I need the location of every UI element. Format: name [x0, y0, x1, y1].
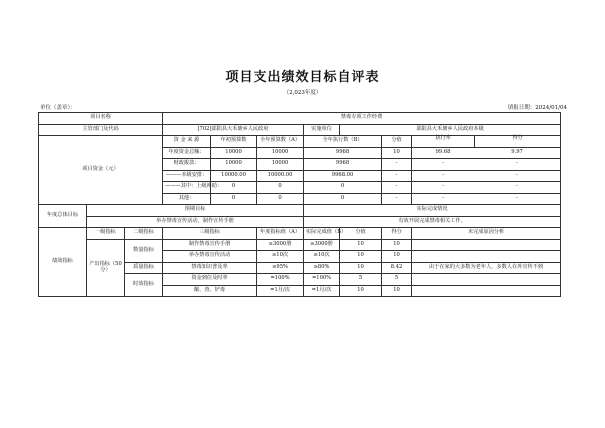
funds-source: ———本级安排：: [163, 170, 211, 182]
indicator-header-row: [39, 228, 561, 240]
funds-executed: 0: [304, 182, 382, 194]
indicator-weight: 10: [340, 239, 382, 251]
funds-header-rate-score: [412, 136, 561, 148]
funds-weight: -: [382, 182, 412, 194]
indicator-name: 举办禁毒宣传活动: [163, 251, 257, 263]
funds-score: -: [516, 183, 518, 190]
evaluation-table: [38, 112, 561, 297]
annual-goal-label: 年度总体目标: [39, 205, 87, 228]
indicator-header-level3: 三级指标: [163, 228, 257, 240]
funds-header-score-weight: 分值: [382, 136, 412, 148]
indicator-header-score: 得分: [382, 228, 412, 240]
annual-target-header: 预期目标: [87, 205, 304, 217]
indicator-target: =100%: [257, 274, 304, 286]
page-title: 项目支出绩效目标自评表: [225, 70, 380, 85]
funds-initial: 0: [211, 193, 257, 205]
indicator-target: ≥95%: [257, 262, 304, 274]
indicator-header-actual: 实际完成值（B）: [304, 228, 340, 240]
indicator-reason: [412, 239, 561, 251]
indicator-reason: [412, 274, 561, 286]
funds-annual: 0: [257, 182, 304, 194]
funds-source: 财政拨款：: [163, 159, 211, 171]
funds-score: 9.97: [511, 148, 523, 155]
fill-date: 填报日期：2024/01/04: [507, 105, 567, 111]
funds-rate: -: [442, 171, 444, 178]
indicator-actual: ≥80%: [304, 262, 340, 274]
indicator-header-weight: 分值: [340, 228, 382, 240]
project-name-row: [39, 113, 561, 125]
funds-header-row: [39, 136, 561, 148]
funds-header-rate: 执行率: [412, 136, 475, 147]
indicator-header-reason: 未完成原因分析: [412, 228, 561, 240]
indicator-header-level1: 一级指标: [87, 228, 125, 240]
annual-actual: 有效开展完成禁毒相关工作。: [304, 216, 561, 228]
report-year: （2,023年度）: [283, 90, 322, 96]
funds-rate: 99.68: [435, 148, 451, 155]
project-name-label: 项目名称: [39, 113, 163, 125]
funds-initial: 0: [211, 182, 257, 194]
indicator-header-target: 年度指标值（A）: [257, 228, 304, 240]
annual-goal-row: [39, 216, 561, 228]
indicator-weight: 10: [340, 251, 382, 263]
funds-header-initial: 年初预算数: [211, 136, 257, 148]
department-row: [39, 124, 561, 136]
indicator-header-level2: 二级指标: [125, 228, 163, 240]
dept-value: [702]邵阳县大禾塘乡人民政府: [163, 124, 304, 136]
funds-executed: 9968.00: [304, 170, 382, 182]
indicator-level1: 产出指标（50分）: [87, 239, 125, 297]
funds-executed: 0: [304, 193, 382, 205]
project-name-value: 禁毒专项工作经费: [163, 113, 561, 125]
funds-weight: -: [382, 170, 412, 182]
annual-target: 举办禁毒宣传活动，制作宣传手册: [87, 216, 304, 228]
funds-rate-score: [412, 170, 561, 182]
funds-section-label: 项目资金（元）: [39, 136, 163, 205]
funds-rate-score: [412, 147, 561, 159]
indicator-name: 酿、查、铲毒: [163, 285, 257, 297]
indicator-group-quality: 质量指标: [125, 262, 163, 274]
indicator-actual: =1月/次: [304, 285, 340, 297]
funds-rate-score: [412, 159, 561, 171]
indicator-score: 10: [382, 239, 412, 251]
indicator-weight: 10: [340, 285, 382, 297]
indicator-score: 5: [382, 274, 412, 286]
funds-score: -: [516, 194, 518, 201]
indicator-reason: 由于在家的大多数为老年人，多数人在外宣传不到: [412, 262, 561, 274]
indicator-actual: ≥3000册: [304, 239, 340, 251]
funds-annual: 10000: [257, 147, 304, 159]
funds-rate-score: [412, 182, 561, 194]
indicator-name: 资金到位及时率: [163, 274, 257, 286]
funds-score: -: [516, 160, 518, 167]
funds-source: ———其中：上级补助：: [163, 182, 211, 194]
funds-weight: 10: [382, 147, 412, 159]
funds-source: 年度资金总额：: [163, 147, 211, 159]
funds-source: 其他：: [163, 193, 211, 205]
indicator-actual: =100%: [304, 274, 340, 286]
dept-label: 主管部门及代码: [39, 124, 163, 136]
funds-rate: -: [442, 183, 444, 190]
indicators-label: 绩效指标: [39, 228, 87, 297]
funds-weight: -: [382, 159, 412, 171]
impl-value: 邵阳县大禾塘乡人民政府本级: [340, 124, 561, 136]
indicator-row: [39, 239, 561, 251]
indicator-name: 制作禁毒宣传手册: [163, 239, 257, 251]
funds-header-score: 得分: [512, 135, 523, 141]
indicator-score: 10: [382, 285, 412, 297]
funds-rate-score: [412, 193, 561, 205]
funds-score: -: [516, 171, 518, 178]
funds-initial: 10000.00: [211, 170, 257, 182]
indicator-score: 8.42: [382, 262, 412, 274]
indicator-score: 10: [382, 251, 412, 263]
funds-executed: 9968: [304, 147, 382, 159]
indicator-weight: 5: [340, 274, 382, 286]
funds-weight: -: [382, 193, 412, 205]
indicator-weight: 10: [340, 262, 382, 274]
funds-header-executed: 全年执行数（B）: [304, 136, 382, 148]
indicator-target: ≥10次: [257, 251, 304, 263]
impl-label: 实施单位: [304, 124, 340, 136]
annual-goal-header-row: [39, 205, 561, 217]
funds-header-source: 资 金 来 源: [163, 136, 211, 148]
funds-annual: 10000.00: [257, 170, 304, 182]
indicator-target: ≥3000册: [257, 239, 304, 251]
funds-annual: 10000: [257, 159, 304, 171]
indicator-name: 禁毒知识普及率: [163, 262, 257, 274]
funds-annual: 0: [257, 193, 304, 205]
indicator-reason: [412, 251, 561, 263]
indicator-group-time: 时效指标: [125, 274, 163, 297]
indicator-group-quantity: 数量指标: [125, 239, 163, 262]
funds-initial: 10000: [211, 159, 257, 171]
indicator-actual: ≥10次: [304, 251, 340, 263]
indicator-target: =1月/次: [257, 285, 304, 297]
unit-stamp-label: 单位（盖章）：: [40, 105, 76, 111]
funds-header-annual: 全年预算数（A）: [257, 136, 304, 148]
funds-rate: -: [442, 194, 444, 201]
funds-rate: -: [442, 160, 444, 167]
funds-executed: 9968: [304, 159, 382, 171]
indicator-reason: [412, 285, 561, 297]
funds-initial: 10000: [211, 147, 257, 159]
annual-actual-header: 实际完成情况: [304, 205, 561, 217]
